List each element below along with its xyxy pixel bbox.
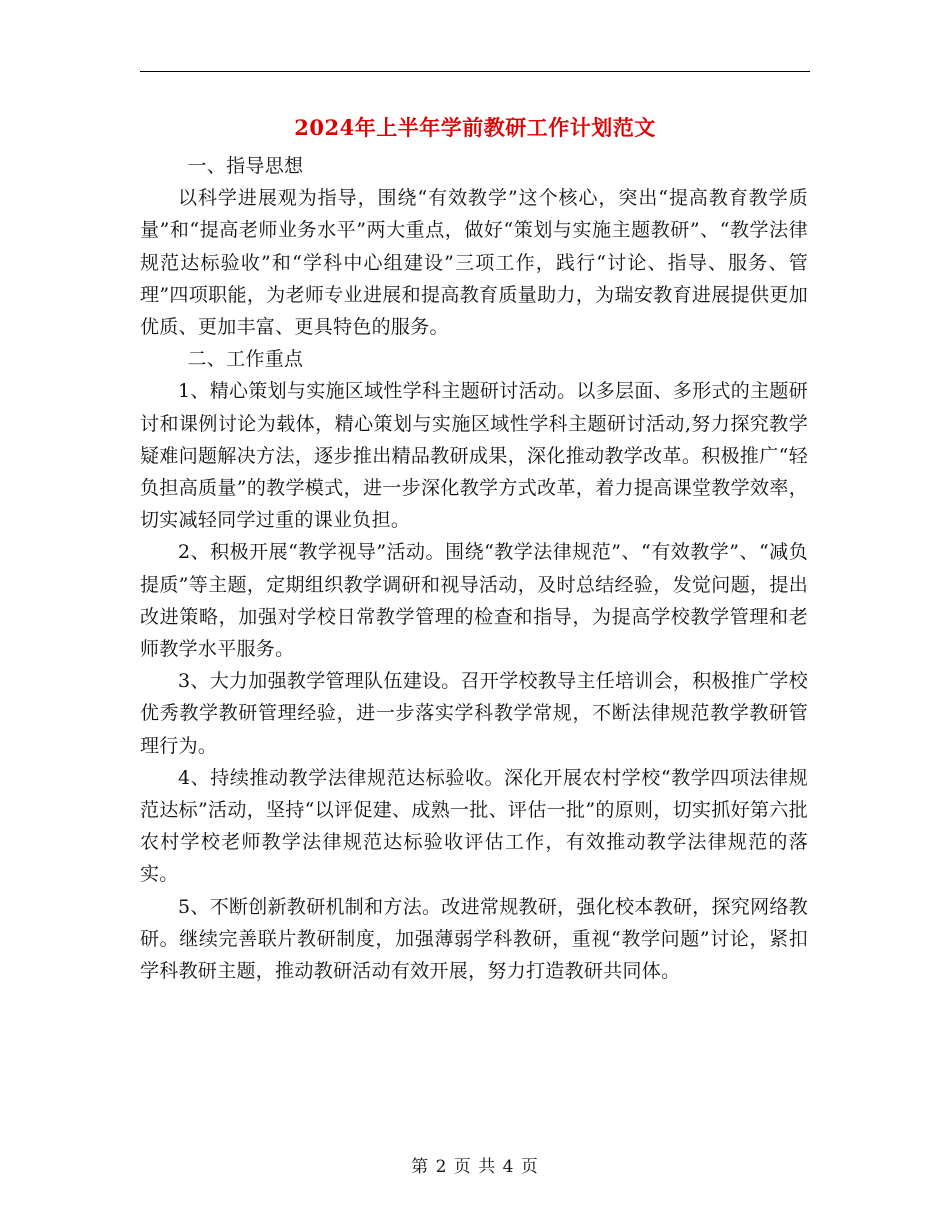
document-title: 2024年上半年学前教研工作计划范文 bbox=[294, 115, 656, 140]
section-heading-work-focus: 二、工作重点 bbox=[187, 348, 304, 371]
paragraph-item-3: 3、大力加强教学管理队伍建设。召开学校教导主任培训会，积极推广学校优秀教学教研管理经验，进一步落实学科教学常规，不断法律规范教学教研管理行为。 bbox=[140, 670, 808, 757]
paragraph-item-5: 5、不断创新教研机制和方法。改进常规教研，强化校本教研，探究网络教研。继续完善联片教研制度，加强薄弱学科教研，重视“教学问题”讨论，紧扣学科教研主题，推动教研活动有效开展，努力打造教研共同体。 bbox=[140, 895, 808, 983]
page-number: 第 2 页 共 4 页 bbox=[411, 1157, 539, 1177]
paragraph-item-1: 1、精心策划与实施区域性学科主题研讨活动。以多层面、多形式的主题研讨和课例讨论为载体，精心策划与实施区域性学科主题研讨活动,努力探究教学疑难问题解决方法，逐步推出精品教研成果，深化推动教学改革。积极推广“轻负担高质量”的教学模式，进一步深化教学方式改革，着力提高课堂教学效率，切实减轻同学过重的课业负担。 bbox=[140, 380, 808, 532]
document-body bbox=[140, 150, 808, 987]
paragraph-guiding-ideology: 以科学进展观为指导，围绕“有效教学”这个核心，突出“提高教育教学质量”和“提高老师业务水平”两大重点，做好“策划与实施主题教研”、“教学法律规范达标验收”和“学科中心组建设”三项工作，践行“讨论、指导、服务、管理”四项职能，为老师专业进展和提高教育质量助力，为瑞安教育进展提供更加优质、更加丰富、更具特色的服务。 bbox=[140, 187, 808, 339]
section-heading-guiding-ideology: 一、指导思想 bbox=[187, 155, 304, 177]
paragraph-item-2: 2、积极开展“教学视导”活动。围绕“教学法律规范”、“有效教学”、“减负提质”等主题，定期组织教学调研和视导活动，及时总结经验，发觉问题，提出改进策略，加强对学校日常教学管理的检查和指导，为提高学校教学管理和老师教学水平服务。 bbox=[140, 541, 808, 661]
paragraph-item-4: 4、持续推动教学法律规范达标验收。深化开展农村学校“教学四项法律规范达标”活动，坚持“以评促建、成熟一批、评估一批”的原则，切实抓好第六批农村学校老师教学法律规范达标验收评估工作，有效推动教学法律规范的落实。 bbox=[140, 766, 808, 886]
header-rule bbox=[140, 71, 810, 72]
